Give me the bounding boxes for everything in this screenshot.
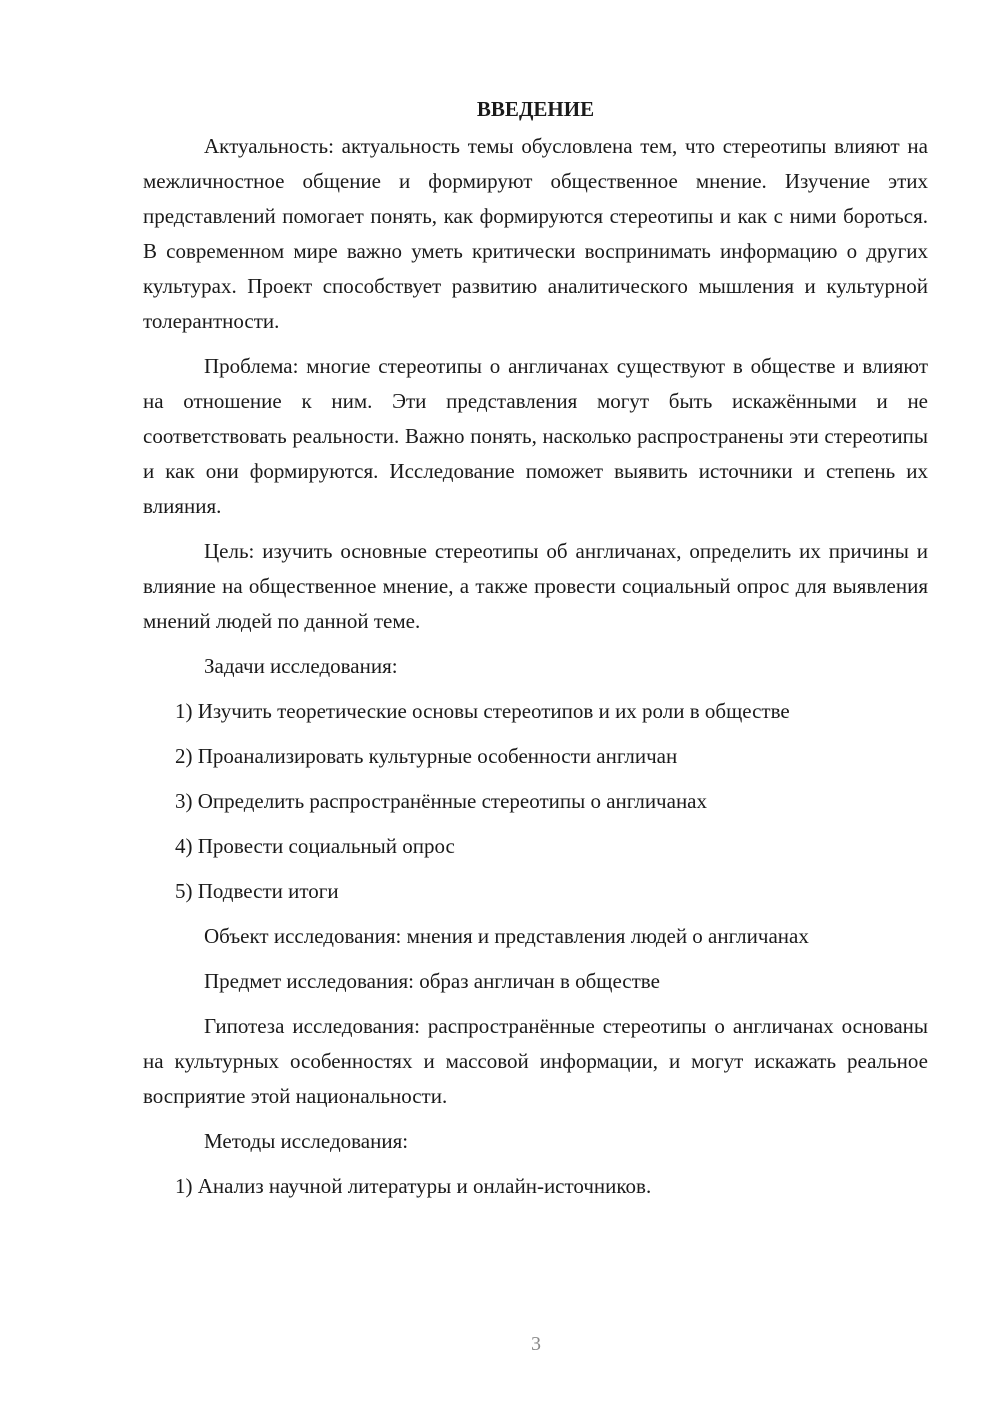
methods-heading: Методы исследования: (204, 1129, 409, 1153)
method-item: 1) Анализ научной литературы и онлайн-источников. (175, 1174, 652, 1198)
document-page (143, 92, 928, 1214)
goal-paragraph: Цель: изучить основные стереотипы об англичанах, определить их причины и влияние на общественное мнение, а также провести социальный опрос для выявления мнений людей по данной теме. (143, 539, 928, 633)
task-item: 2) Проанализировать культурные особенности англичан (175, 744, 678, 768)
tasks-list (143, 694, 928, 909)
tasks-heading: Задачи исследования: (204, 654, 398, 678)
task-item: 3) Определить распространённые стереотипы о англичанах (175, 789, 708, 813)
task-item: 1) Изучить теоретические основы стереотипов и их роли в обществе (175, 699, 790, 723)
research-subject: Предмет исследования: образ англичан в обществе (204, 969, 660, 993)
methods-list (143, 1169, 928, 1204)
research-object: Объект исследования: мнения и представления людей о англичанах (204, 924, 809, 948)
task-item: 5) Подвести итоги (175, 879, 339, 903)
hypothesis-paragraph: Гипотеза исследования: распространённые стереотипы о англичанах основаны на культурных особенностях и массовой информации, и могут искажать реальное восприятие этой национальности. (143, 1014, 928, 1108)
relevance-paragraph: Актуальность: актуальность темы обусловлена тем, что стереотипы влияют на межличностное общение и формируют общественное мнение. Изучение этих представлений помогает понять, как формируются стереотипы и как с ними бороться. В современном мире важно уметь критически воспринимать информацию о других культурах. Проект способствует развитию аналитического мышления и культурной толерантности. (143, 134, 928, 333)
problem-paragraph: Проблема: многие стереотипы о англичанах существуют в обществе и влияют на отношение к ним. Эти представления могут быть искажёнными и не соответствовать реальности. Важно понять, насколько распространены эти стереотипы и как они формируются. Исследование поможет выявить источники и степень их влияния. (143, 354, 928, 518)
page-number: 3 (531, 1333, 541, 1355)
task-item: 4) Провести социальный опрос (175, 834, 455, 858)
section-title: ВВЕДЕНИЕ (476, 97, 595, 121)
